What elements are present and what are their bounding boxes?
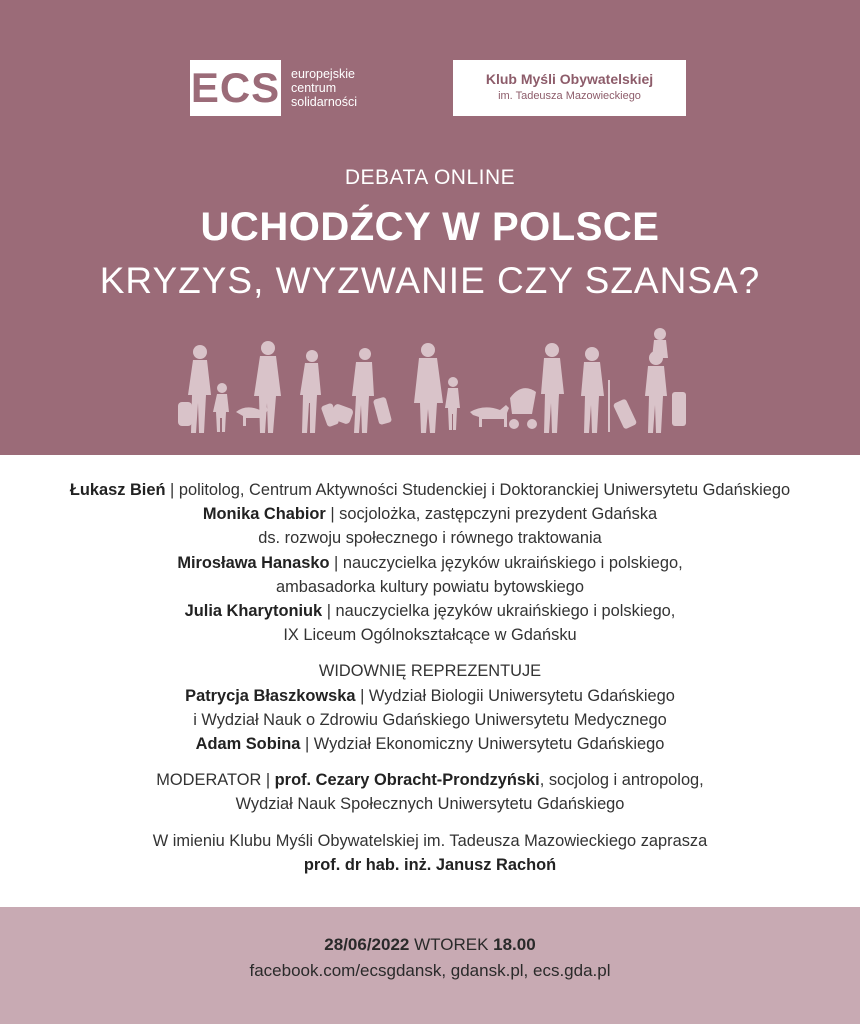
event-subtitle: KRYZYS, WYZWANIE CZY SZANSA? xyxy=(99,260,761,301)
speaker-description: | nauczycielka języków ukraińskiego i polskiego, xyxy=(329,553,683,572)
event-date: 28/06/2022 xyxy=(324,935,410,954)
speaker-entry xyxy=(0,478,860,502)
speaker-description-continued: IX Liceum Ogólnokształcące w Gdańsku xyxy=(283,626,577,645)
event-time: 18.00 xyxy=(493,935,536,954)
audience-description: | Wydział Ekonomiczny Uniwersytetu Gdańskiego xyxy=(300,735,665,754)
event-links[interactable]: facebook.com/ecsgdansk, gdansk.pl, ecs.gda.pl xyxy=(249,961,611,980)
speaker-entry xyxy=(0,551,860,575)
refugees-silhouette-illustration xyxy=(160,320,700,435)
audience-name: Patrycja Błaszkowska xyxy=(185,686,356,705)
ecs-logo-mark: ECS xyxy=(190,60,281,116)
speaker-description: | nauczycielka języków ukraińskiego i polskiego, xyxy=(322,602,676,621)
speaker-name: Julia Kharytoniuk xyxy=(184,602,323,621)
speaker-description-continued: ds. rozwoju społecznego i równego traktowania xyxy=(258,529,602,548)
invite-name: prof. dr hab. inż. Janusz Rachoń xyxy=(303,855,557,874)
speaker-name: Mirosława Hanasko xyxy=(177,553,330,572)
klub-logo[interactable] xyxy=(453,60,686,116)
ecs-logo[interactable] xyxy=(190,60,357,116)
moderator-name: prof. Cezary Obracht-Prondzyński xyxy=(274,771,540,790)
ecs-logo-text xyxy=(291,67,357,109)
moderator-description: , socjolog i antropolog, xyxy=(539,771,704,790)
speaker-entry xyxy=(0,502,860,526)
klub-logo-title: Klub Myśli Obywatelskiej xyxy=(485,71,654,87)
klub-logo-subtitle: im. Tadeusza Mazowieckiego xyxy=(498,90,641,102)
speaker-description: | socjolożka, zastępczyni prezydent Gdańska xyxy=(325,505,658,524)
audience-description: | Wydział Biologii Uniwersytetu Gdańskiego xyxy=(355,686,675,705)
speaker-description: | politolog, Centrum Aktywności Studenckiej i Doktoranckiej Uniwersytetu Gdańskiego xyxy=(165,481,791,499)
event-day: WTOREK xyxy=(409,935,494,954)
audience-description-continued: i Wydział Nauk o Zdrowiu Gdańskiego Uniwersytetu Medycznego xyxy=(193,710,667,729)
ecs-logo-line: centrum xyxy=(291,81,337,95)
event-date-time xyxy=(0,935,860,955)
audience-entry xyxy=(0,732,860,756)
moderator-entry xyxy=(0,768,860,792)
audience-heading: WIDOWNIĘ REPREZENTUJE xyxy=(318,662,542,681)
speaker-name: Monika Chabior xyxy=(202,505,326,524)
audience-entry xyxy=(0,684,860,708)
event-type: DEBATA ONLINE xyxy=(344,166,516,189)
ecs-logo-line: solidarności xyxy=(291,95,358,109)
moderator-label: MODERATOR | xyxy=(156,771,275,790)
speaker-entry xyxy=(0,599,860,623)
moderator-description-continued: Wydział Nauk Społecznych Uniwersytetu Gdańskiego xyxy=(235,795,625,814)
event-title: UCHODŹCY W POLSCE xyxy=(200,205,660,249)
speaker-name: Łukasz Bień xyxy=(69,481,166,499)
audience-name: Adam Sobina xyxy=(195,735,301,754)
invite-text: W imieniu Klubu Myśli Obywatelskiej im. Tadeusza Mazowieckiego zaprasza xyxy=(152,831,708,850)
speakers-section xyxy=(0,478,860,877)
speaker-description-continued: ambasadorka kultury powiatu bytowskiego xyxy=(276,577,584,596)
ecs-logo-line: europejskie xyxy=(291,67,355,81)
